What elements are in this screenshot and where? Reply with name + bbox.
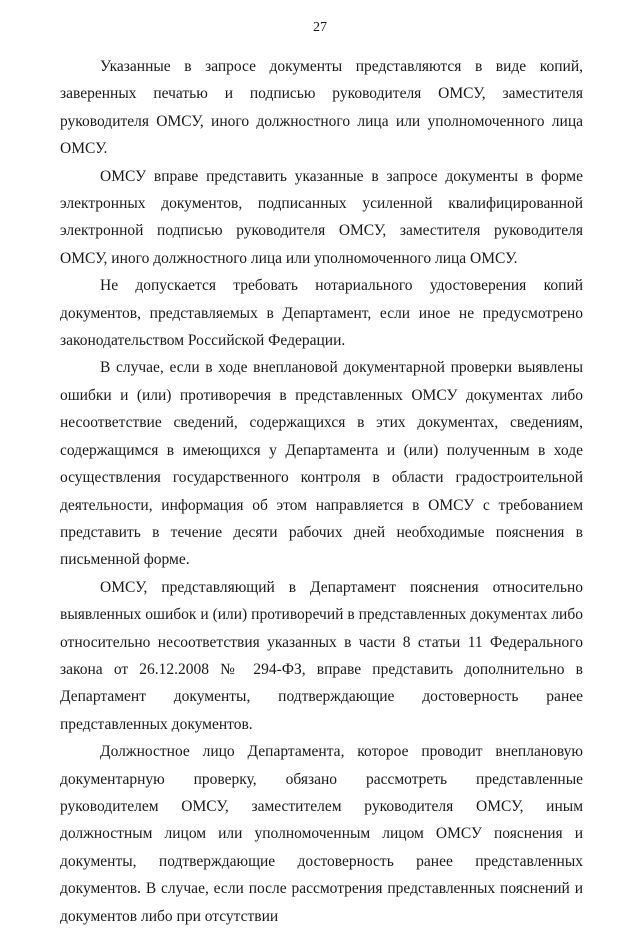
paragraph-explanations: ОМСУ, представляющий в Департамент пояснения относительно выявленных ошибок и (или) противоречий в представленных документах либо относительно несоответствия указанных в части 8 статьи 11 Федерального закона от 26.12.2008 № 294-ФЗ, вправе представить дополнительно в Департамент документы, подтверждающие достоверность ранее представленных документов.	[60, 578, 583, 733]
paragraph-official-review: Должностное лицо Департамента, которое проводит внеплановую документарную проверку, обязано рассмотреть представленные руководителем ОМСУ, заместителем руководителя ОМСУ, иным должностным лицом или уполномоченным лицом ОМСУ пояснения и документы, подтверждающие достоверность ранее представленных документов. В случае, если после рассмотрения представленных пояснений и документов либо при отсутствии	[60, 743, 583, 925]
paragraph-notarization: Не допускается требовать нотариального удостоверения копий документов, представляемых в Департамент, если иное не предусмотрено законодательством Российской Федерации.	[60, 277, 583, 350]
page-number: 27	[313, 20, 327, 35]
document-body	[60, 53, 583, 930]
paragraph-certified-copies: Указанные в запросе документы представляются в виде копий, заверенных печатью и подписью руководителя ОМСУ, заместителя руководителя ОМСУ, иного должностного лица или уполномоченного лица ОМСУ.	[60, 58, 583, 158]
paragraph-electronic-documents: ОМСУ вправе представить указанные в запросе документы в форме электронных документов, подписанных усиленной квалифицированной электронной подписью руководителя ОМСУ, заместителя руководителя ОМСУ, иного должностного лица или уполномоченного лица ОМСУ.	[60, 167, 583, 267]
paragraph-errors-found: В случае, если в ходе внеплановой документарной проверки выявлены ошибки и (или) противоречия в представленных ОМСУ документах либо несоответствие сведений, содержащихся в этих документах, сведениям, содержащимся в имеющихся у Департамента и (или) полученным в ходе осуществления государственного контроля в области градостроительной деятельности, информация об этом направляется в ОМСУ с требованием представить в течение десяти рабочих дней необходимые пояснения в письменной форме.	[60, 359, 583, 569]
